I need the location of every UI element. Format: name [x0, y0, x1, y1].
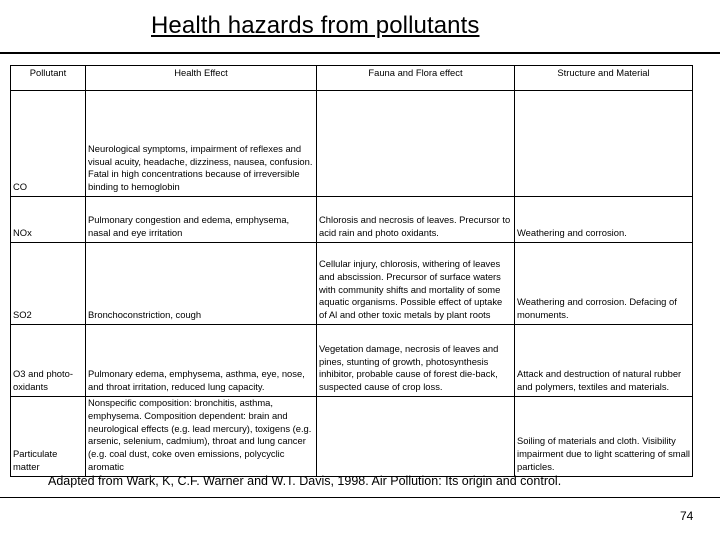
pollutant-cell: CO	[11, 91, 86, 197]
health-effect-cell: Pulmonary edema, emphysema, asthma, eye, nose, and throat irritation, reduced lung capacity.	[86, 325, 317, 397]
page-title: Health hazards from pollutants	[151, 12, 480, 39]
header-health-effect: Health Effect	[86, 66, 317, 91]
pollutant-cell: Particulate matter	[11, 397, 86, 477]
health-effect-cell: Bronchoconstriction, cough	[86, 243, 317, 325]
table-row	[11, 397, 693, 477]
flora-effect-cell	[317, 91, 515, 197]
table-header-row	[11, 66, 693, 91]
table-row	[11, 243, 693, 325]
title-divider	[0, 52, 720, 54]
structure-effect-cell	[515, 91, 693, 197]
header-structure-material: Structure and Material	[515, 66, 693, 91]
page-number: 74	[680, 509, 694, 523]
table-row	[11, 91, 693, 197]
pollutant-table	[10, 65, 693, 477]
structure-effect-cell: Weathering and corrosion. Defacing of monuments.	[515, 243, 693, 325]
source-caption: Adapted from Wark, K, C.F. Warner and W.T. Davis, 1998. Air Pollution: Its origin and control.	[48, 474, 562, 488]
health-effect-cell: Pulmonary congestion and edema, emphysema, nasal and eye irritation	[86, 197, 317, 243]
table-row	[11, 325, 693, 397]
structure-effect-cell: Attack and destruction of natural rubber and polymers, textiles and materials.	[515, 325, 693, 397]
pollutant-cell: O3 and photo-oxidants	[11, 325, 86, 397]
flora-effect-cell: Vegetation damage, necrosis of leaves and pines, stunting of growth, photosynthesis inhibitor, probable cause of forest die-back, suspected cause of crop loss.	[317, 325, 515, 397]
header-pollutant: Pollutant	[11, 66, 86, 91]
pollutant-cell: SO2	[11, 243, 86, 325]
footer-divider	[0, 497, 720, 498]
flora-effect-cell	[317, 397, 515, 477]
health-effect-cell: Neurological symptoms, impairment of reflexes and visual acuity, headache, dizziness, nausea, confusion. Fatal in high concentrations because of irreversible binding to hemoglobin	[86, 91, 317, 197]
structure-effect-cell: Weathering and corrosion.	[515, 197, 693, 243]
header-fauna-flora-effect: Fauna and Flora effect	[317, 66, 515, 91]
pollutant-table-container	[10, 65, 693, 477]
health-effect-cell: Nonspecific composition: bronchitis, asthma, emphysema. Composition dependent: brain and neurological effects (e.g. lead mercury), toxigens (e.g. arsenic, selenium, cadmium), throat and lung cancer (e.g. coal dust, coke oven emissions, polycyclic aromatic	[86, 397, 317, 477]
pollutant-cell: NOx	[11, 197, 86, 243]
table-row	[11, 197, 693, 243]
flora-effect-cell: Cellular injury, chlorosis, withering of leaves and abscission. Precursor of surface waters with community shifts and mortality of some aquatic organisms. Possible effect of uptake of Al and other toxic metals by plant roots	[317, 243, 515, 325]
flora-effect-cell: Chlorosis and necrosis of leaves. Precursor to acid rain and photo oxidants.	[317, 197, 515, 243]
structure-effect-cell: Soiling of materials and cloth. Visibility impairment due to light scattering of small particles.	[515, 397, 693, 477]
